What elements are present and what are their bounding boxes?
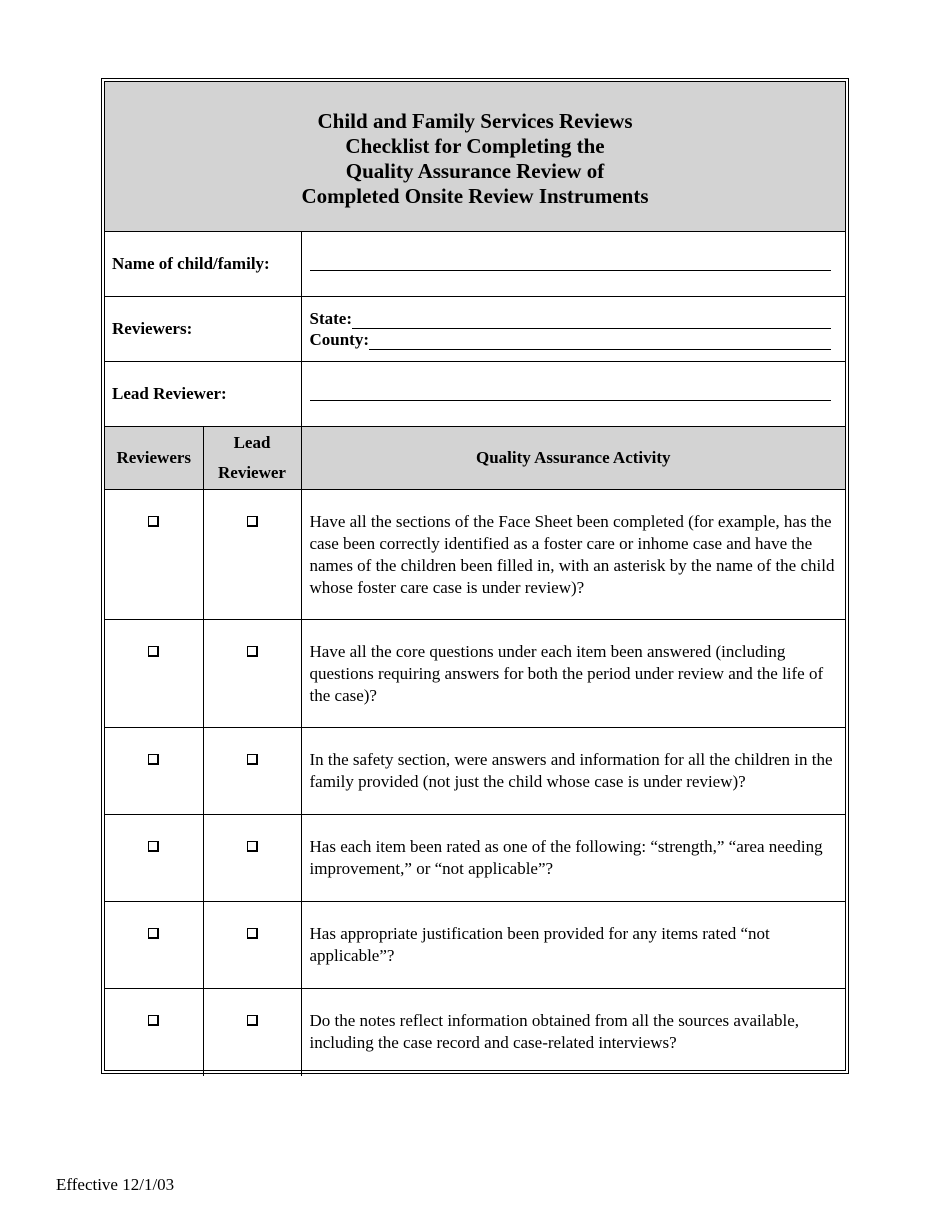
lead-check-cell: [203, 490, 301, 620]
col-header-activity: Quality Assurance Activity: [301, 427, 845, 490]
lead-header-line-2: Reviewer: [218, 463, 286, 482]
reviewers-check-cell: [105, 902, 203, 989]
checklist-frame-inner: [104, 81, 846, 1071]
question-2: Have all the core questions under each item been answered (including questions requiring answers for both the period under review and the life of the case)?: [301, 620, 845, 728]
name-child-family-line[interactable]: [310, 269, 832, 271]
lead-reviewer-checkbox-2[interactable]: [247, 646, 258, 657]
checklist-row: [105, 728, 845, 815]
checklist-row: [105, 989, 845, 1076]
reviewers-check-cell: [105, 620, 203, 728]
lead-check-cell: [203, 989, 301, 1076]
reviewers-checkbox-2[interactable]: [148, 646, 159, 657]
lead-reviewer-field[interactable]: [301, 362, 845, 427]
reviewers-checkbox-6[interactable]: [148, 1015, 159, 1026]
name-child-family-label: Name of child/family:: [105, 232, 301, 297]
col-header-reviewers: Reviewers: [105, 427, 203, 490]
title-line-2: Checklist for Completing the: [345, 133, 605, 158]
checklist-row: [105, 815, 845, 902]
lead-reviewer-checkbox-1[interactable]: [247, 516, 258, 527]
reviewers-check-cell: [105, 989, 203, 1076]
lead-header-line-1: Lead: [233, 433, 271, 452]
document-title: [105, 82, 845, 232]
county-label: County:: [309, 330, 370, 349]
lead-reviewer-checkbox-5[interactable]: [247, 928, 258, 939]
checklist-frame: [101, 78, 849, 1074]
checklist-row: [105, 902, 845, 989]
state-label: State:: [309, 309, 352, 328]
reviewers-checkbox-5[interactable]: [148, 928, 159, 939]
reviewers-field: [301, 297, 845, 362]
reviewers-check-cell: [105, 728, 203, 815]
lead-reviewer-checkbox-6[interactable]: [247, 1015, 258, 1026]
reviewers-checkbox-3[interactable]: [148, 754, 159, 765]
lead-reviewer-checkbox-3[interactable]: [247, 754, 258, 765]
lead-check-cell: [203, 815, 301, 902]
lead-reviewer-line[interactable]: [310, 399, 832, 401]
name-child-family-field[interactable]: [301, 232, 845, 297]
lead-reviewer-checkbox-4[interactable]: [247, 841, 258, 852]
checklist-row: [105, 620, 845, 728]
question-3: In the safety section, were answers and information for all the children in the family provided (not just the child whose case is under review)?: [301, 728, 845, 815]
title-line-1: Child and Family Services Reviews: [317, 108, 633, 133]
lead-check-cell: [203, 728, 301, 815]
county-input-line[interactable]: [369, 332, 831, 350]
checklist-table: [105, 82, 845, 1076]
question-6: Do the notes reflect information obtained from all the sources available, including the case record and case-related interviews?: [301, 989, 845, 1076]
effective-date: Effective 12/1/03: [56, 1175, 175, 1194]
reviewers-check-cell: [105, 490, 203, 620]
lead-check-cell: [203, 620, 301, 728]
question-4: Has each item been rated as one of the following: “strength,” “area needing improvement,” or “not applicable”?: [301, 815, 845, 902]
title-line-3: Quality Assurance Review of: [345, 158, 605, 183]
lead-reviewer-label: Lead Reviewer:: [105, 362, 301, 427]
col-header-lead-reviewer: [203, 427, 301, 490]
reviewers-label: Reviewers:: [105, 297, 301, 362]
title-line-4: Completed Onsite Review Instruments: [301, 183, 649, 208]
state-input-line[interactable]: [352, 311, 831, 329]
lead-check-cell: [203, 902, 301, 989]
question-5: Has appropriate justification been provided for any items rated “not applicable”?: [301, 902, 845, 989]
state-line[interactable]: [310, 308, 832, 329]
question-1: Have all the sections of the Face Sheet been completed (for example, has the case been correctly identified as a foster care or inhome case and have the names of the children been filled in, with an asterisk by the name of the child whose foster care case is under review)?: [301, 490, 845, 620]
reviewers-checkbox-1[interactable]: [148, 516, 159, 527]
county-line[interactable]: [310, 329, 832, 350]
checklist-row: [105, 490, 845, 620]
reviewers-check-cell: [105, 815, 203, 902]
reviewers-checkbox-4[interactable]: [148, 841, 159, 852]
